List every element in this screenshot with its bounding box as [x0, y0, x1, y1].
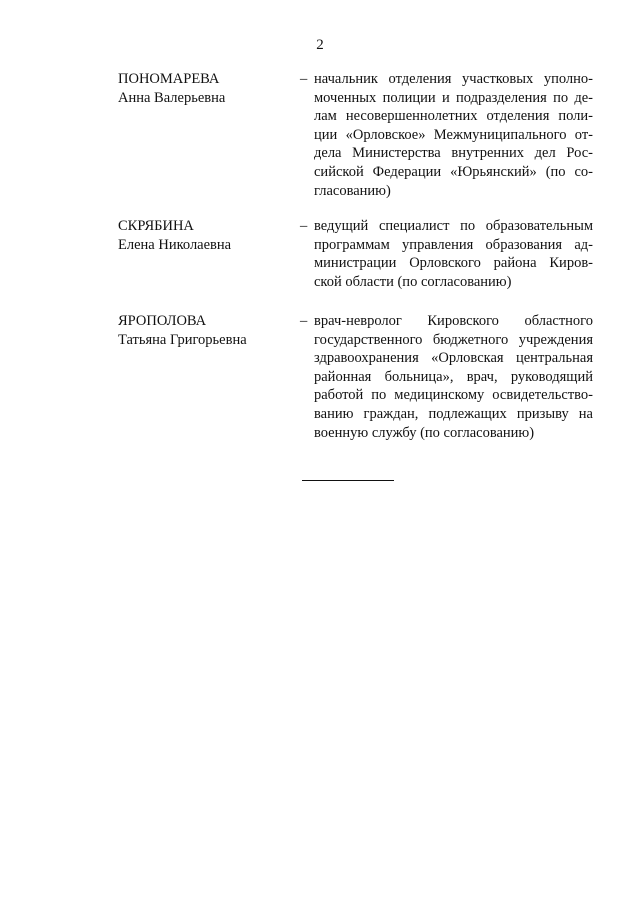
description-line: моченных полиции и подразделения по де- — [314, 89, 593, 106]
page-number: 2 — [316, 37, 324, 53]
description-line: работой по медицинскому освидетельство- — [314, 387, 593, 404]
description-line: врач-невролог Кировского областного — [314, 313, 593, 329]
description-line: военную службу (по согласованию) — [314, 424, 535, 441]
description-line: ции «Орловское» Межмуниципального от- — [314, 126, 593, 143]
description-line: программам управления образования ад- — [314, 236, 593, 253]
surname: СКРЯБИНА — [118, 218, 194, 234]
end-separator-line — [302, 480, 394, 481]
person-name — [118, 312, 288, 349]
position-description — [314, 312, 593, 442]
description-line: гласованию) — [314, 182, 391, 199]
surname: ПОНОМАРЕВА — [118, 71, 220, 87]
description-line: лам несовершеннолетних отделения поли- — [314, 108, 593, 125]
surname: ЯРОПОЛОВА — [118, 313, 207, 329]
description-line: ской области (по согласованию) — [314, 273, 512, 290]
given-names: Анна Валерьевна — [118, 89, 226, 106]
description-line: сийской Федерации «Юрьянский» (по со- — [314, 163, 593, 180]
description-line: дела Министерства внутренних дел Рос- — [314, 145, 593, 162]
description-line: министрации Орловского района Киров- — [314, 255, 593, 272]
person-name — [118, 217, 288, 254]
description-line: государственного бюджетного учреждения — [314, 331, 593, 348]
description-line: здравоохранения «Орловская центральная — [314, 350, 593, 367]
dash: – — [300, 71, 308, 87]
dash: – — [300, 218, 308, 234]
description-line: ведущий специалист по образовательным — [314, 218, 593, 234]
description-line: ванию граждан, подлежащих призыву на — [314, 405, 593, 422]
position-description — [314, 70, 593, 200]
person-name — [118, 70, 288, 107]
position-description — [314, 217, 593, 291]
description-line: начальник отделения участковых уполно- — [314, 71, 593, 87]
description-line: районная больница», врач, руководящий — [314, 368, 593, 385]
given-names: Елена Николаевна — [118, 236, 232, 253]
given-names: Татьяна Григорьевна — [118, 331, 247, 348]
dash: – — [300, 313, 308, 329]
